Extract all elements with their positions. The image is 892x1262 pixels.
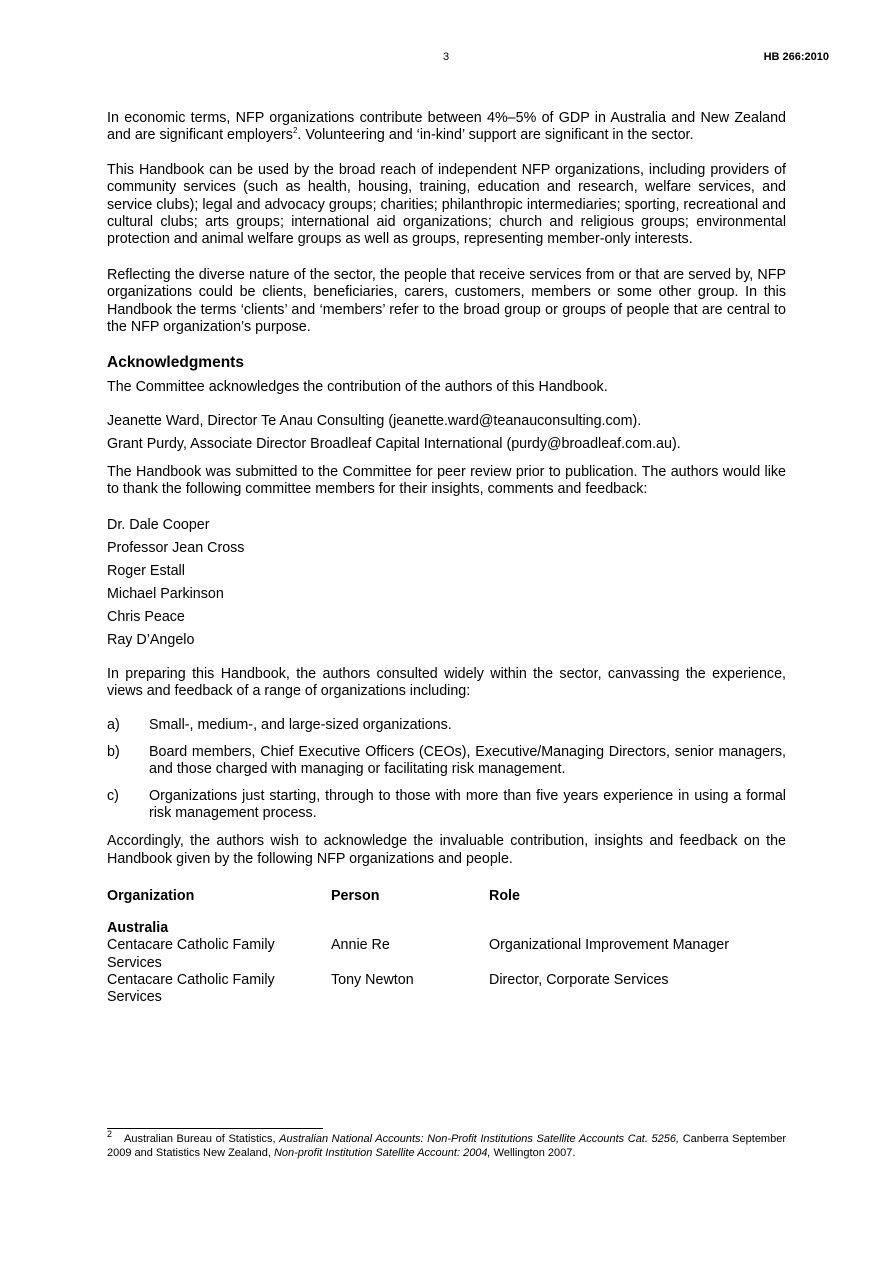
document-id: HB 266:2010 <box>763 51 829 63</box>
footnote-reference: 2 <box>292 126 298 136</box>
consultation-list <box>107 717 786 822</box>
column-header-organization: Organization <box>107 888 195 905</box>
footnote-title-italic: Australian National Accounts: Non-Profit Institutions Satellite Accounts Cat. 5256, <box>279 1133 680 1145</box>
footnote-text: Wellington 2007. <box>490 1146 576 1159</box>
intro-p1-text: In economic terms, NFP organizations contribute between 4%–5% of GDP in Australia and New Zealand and are significant employers <box>107 110 786 144</box>
intro-paragraph-reach: This Handbook can be used by the broad reach of independent NFP organizations, including providers of community services (such as health, housing, training, education and research, welfare services, and service clubs); legal and advocacy groups; charities; philanthropic intermediaries; sporting, recreational and cultural clubs; arts groups; international aid organizations; church and religious groups; environmental protection and animal welfare groups as well as groups, representing member-only interests. <box>107 161 786 248</box>
cell-person: Annie Re <box>331 937 390 954</box>
page-number: 3 <box>442 51 450 63</box>
column-header-role: Role <box>489 888 520 905</box>
list-marker: c) <box>107 787 119 804</box>
committee-member: Dr. Dale Cooper <box>107 516 210 533</box>
cell-person: Tony Newton <box>331 971 414 988</box>
committee-list <box>107 517 786 656</box>
footnote-text: Australian Bureau of Statistics, <box>124 1133 280 1145</box>
intro-paragraph-diverse: Reflecting the diverse nature of the sector, the people that receive services from or that are served by, NFP organizations could be clients, beneficiaries, carers, customers, members or some other group. In this Handbook the terms ‘clients’ and ‘members’ refer to the broad group or groups of people that are central to the NFP organization’s purpose. <box>107 266 786 336</box>
page-body <box>107 110 786 1007</box>
author-line: Jeanette Ward, Director Te Anau Consulting (jeanette.ward@teanauconsulting.com). <box>107 412 642 429</box>
peer-review-paragraph: The Handbook was submitted to the Committee for peer review prior to publication. The authors would like to thank the following committee members for their insights, comments and feedback: <box>107 463 786 498</box>
committee-member: Roger Estall <box>107 562 185 579</box>
organizations-table <box>107 888 786 1006</box>
cell-organization: Centacare Catholic Family Services <box>107 971 275 1006</box>
column-header-person: Person <box>331 888 380 905</box>
cell-role: Director, Corporate Services <box>489 971 669 988</box>
acknowledgments-heading: Acknowledgments <box>107 354 244 372</box>
table-row <box>107 937 786 972</box>
list-item-text: Small-, medium-, and large-sized organizations. <box>149 717 452 734</box>
footnote <box>107 1129 786 1160</box>
footnote-mark: 2 <box>107 1129 113 1140</box>
committee-member: Chris Peace <box>107 609 185 626</box>
list-item-text: Board members, Chief Executive Officers (CEOs), Executive/Managing Directors, senior managers, and those charged with managing or facilitating risk management. <box>149 743 786 778</box>
cell-role: Organizational Improvement Manager <box>489 937 729 954</box>
committee-member: Professor Jean Cross <box>107 539 245 556</box>
table-row <box>107 972 786 1007</box>
footnote-divider <box>107 1128 323 1129</box>
country-row <box>107 920 786 937</box>
intro-paragraph-economic <box>107 110 786 145</box>
committee-member: Michael Parkinson <box>107 586 224 603</box>
footnote-title-italic: Non-profit Institution Satellite Account: 2004, <box>273 1146 491 1159</box>
cell-organization: Centacare Catholic Family Services <box>107 937 275 971</box>
author-line: Grant Purdy, Associate Director Broadleaf Capital International (purdy@broadleaf.com.au). <box>107 436 681 453</box>
list-item <box>107 717 786 734</box>
list-marker: b) <box>107 743 120 760</box>
list-marker: a) <box>107 717 120 734</box>
table-header-row <box>107 888 786 919</box>
footnote-text: Canberra September 2009 and Statistics New Zealand, <box>107 1133 786 1159</box>
accordingly-paragraph: Accordingly, the authors wish to acknowledge the invaluable contribution, insights and feedback on the Handbook given by the following NFP organizations and people. <box>107 833 786 867</box>
acknowledgments-intro: The Committee acknowledges the contribution of the authors of this Handbook. <box>107 379 608 396</box>
list-item <box>107 744 786 779</box>
list-item <box>107 788 786 823</box>
country-label: Australia <box>107 919 169 936</box>
consultation-paragraph: In preparing this Handbook, the authors consulted widely within the sector, canvassing the experience, views and feedback of a range of organizations including: <box>107 665 786 700</box>
list-item-text: Organizations just starting, through to those with more than five years experience in using a formal risk management process. <box>149 787 786 822</box>
intro-p1-text-after: . Volunteering and ‘in-kind’ support are significant in the sector. <box>297 127 694 144</box>
committee-member: Ray D’Angelo <box>107 632 195 649</box>
